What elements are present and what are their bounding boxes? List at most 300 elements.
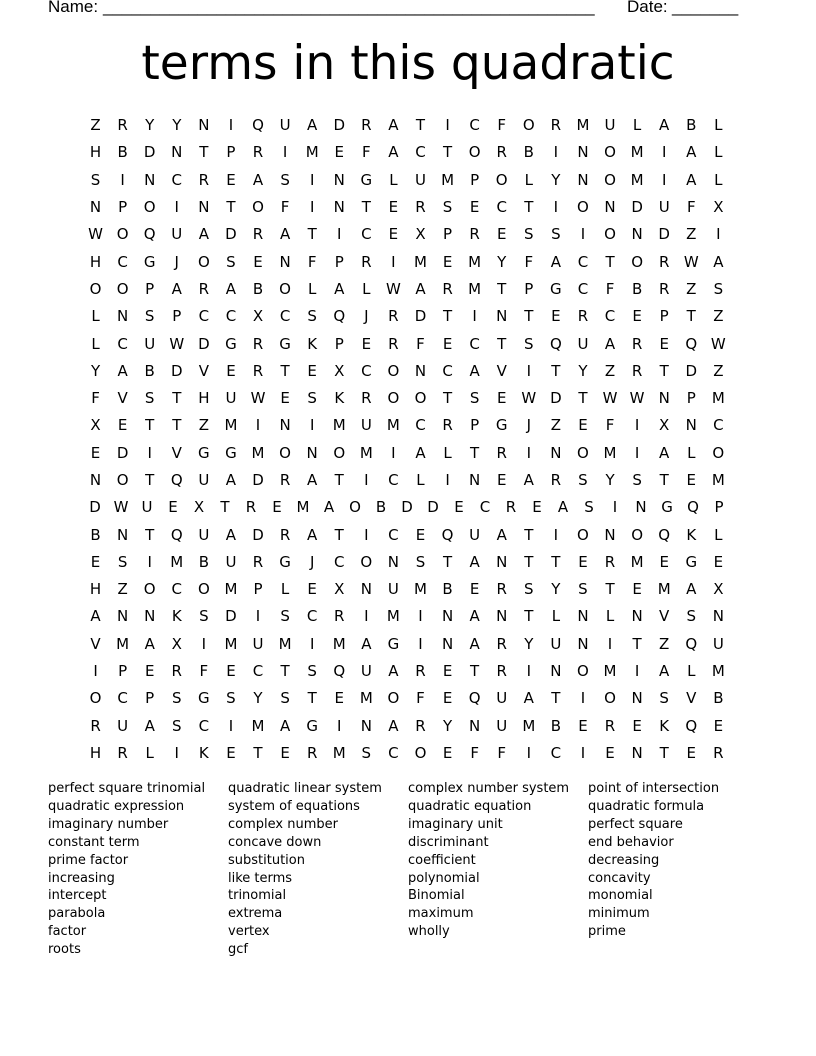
grid-letter: G — [550, 279, 562, 298]
grid-letter: D — [143, 143, 156, 162]
grid-letter: R — [198, 279, 210, 298]
grid-letter: F — [524, 252, 534, 271]
grid-letter: W — [169, 334, 185, 353]
word-item: monomial — [588, 888, 653, 904]
grid-letter: P — [524, 279, 534, 298]
grid-letter: A — [469, 361, 480, 380]
grid-letter: A — [496, 525, 507, 544]
grid-letter: A — [523, 471, 534, 489]
grid-letter: C — [388, 743, 399, 762]
grid-letter: U — [550, 634, 562, 653]
grid-letter: D — [550, 389, 562, 408]
grid-letter: S — [144, 307, 155, 326]
grid-letter: X — [90, 416, 101, 435]
grid-letter: U — [252, 634, 264, 653]
grid-letter: E — [280, 743, 290, 762]
grid-letter: G — [279, 552, 291, 571]
grid-letter: I — [526, 361, 531, 380]
grid-letter: Q — [170, 525, 183, 544]
grid-letter: I — [201, 634, 207, 653]
word-list — [48, 780, 788, 959]
grid-letter: W — [385, 279, 401, 298]
grid-letter: O — [143, 198, 156, 217]
word-item: concave down — [228, 834, 322, 850]
grid-letter: Y — [497, 252, 507, 271]
grid-letter: E — [632, 716, 642, 735]
word-item: factor — [48, 924, 87, 940]
grid-letter: E — [280, 389, 290, 408]
grid-letter: H — [89, 143, 102, 162]
grid-letter: T — [470, 662, 480, 681]
word-item: discriminant — [408, 834, 489, 850]
grid-letter: O — [252, 198, 264, 217]
grid-letter: T — [659, 361, 669, 380]
grid-letter: Q — [170, 471, 183, 489]
grid-row — [82, 440, 732, 467]
grid-letter: T — [524, 552, 534, 571]
grid-letter: R — [90, 716, 101, 735]
grid-letter: A — [225, 279, 237, 298]
grid-letter: I — [255, 607, 261, 626]
grid-letter: S — [280, 689, 290, 708]
grid-letter: A — [307, 116, 318, 135]
word-item: point of intersection — [588, 781, 720, 796]
grid-letter: M — [332, 634, 346, 653]
grid-row — [82, 576, 732, 603]
grid-letter: A — [225, 471, 237, 489]
grid-letter: A — [361, 634, 372, 653]
grid-letter: N — [89, 471, 102, 489]
grid-letter: Q — [685, 716, 698, 735]
grid-letter: Y — [145, 116, 155, 135]
grid-letter: T — [415, 116, 426, 135]
grid-letter: Y — [605, 471, 615, 489]
grid-letter: G — [495, 416, 508, 435]
grid-letter: J — [174, 252, 179, 271]
grid-letter: I — [612, 498, 618, 517]
letter-grid — [82, 112, 732, 767]
grid-letter: L — [145, 743, 154, 762]
word-item: parabola — [48, 906, 106, 922]
grid-letter: S — [632, 471, 642, 489]
grid-letter: T — [578, 389, 588, 408]
grid-letter: C — [361, 361, 372, 380]
grid-letter: I — [445, 116, 450, 135]
grid-letter: A — [252, 170, 264, 189]
word-item: constant term — [48, 834, 140, 850]
grid-letter: L — [551, 607, 561, 626]
grid-letter: V — [171, 443, 182, 462]
word-item: substitution — [228, 852, 305, 868]
grid-letter: R — [252, 225, 264, 244]
grid-letter: M — [359, 689, 373, 708]
grid-letter: M — [576, 116, 590, 135]
grid-letter: B — [90, 525, 101, 544]
grid-letter: P — [253, 580, 263, 599]
grid-letter: S — [524, 334, 534, 353]
grid-letter: P — [118, 662, 128, 681]
grid-letter: O — [604, 170, 616, 189]
word-item: perfect square trinomial — [48, 781, 206, 796]
grid-letter: T — [280, 361, 290, 380]
grid-letter: I — [607, 634, 613, 653]
grid-letter: C — [388, 471, 399, 489]
grid-letter: I — [526, 662, 531, 681]
grid-letter: E — [496, 389, 507, 408]
grid-letter: Y — [578, 361, 588, 380]
grid-letter: N — [631, 689, 643, 708]
grid-row — [82, 713, 732, 740]
grid-letter: S — [469, 389, 480, 408]
grid-letter: Y — [90, 361, 101, 380]
grid-row — [82, 412, 732, 439]
grid-letter: F — [199, 662, 209, 681]
grid-letter: G — [143, 252, 156, 271]
grid-letter: R — [361, 116, 372, 135]
grid-letter: S — [524, 225, 534, 244]
grid-letter: L — [524, 170, 533, 189]
grid-letter: E — [686, 743, 696, 762]
grid-letter: D — [414, 307, 427, 326]
grid-letter: A — [90, 607, 101, 626]
word-column — [408, 780, 588, 959]
grid-letter: C — [415, 143, 426, 162]
grid-row — [82, 631, 732, 658]
grid-letter: R — [334, 607, 345, 626]
grid-letter: R — [577, 307, 589, 326]
grid-letter: I — [228, 716, 234, 735]
grid-letter: T — [524, 525, 534, 544]
grid-letter: Y — [551, 170, 561, 189]
grid-letter: E — [713, 552, 724, 571]
grid-letter: A — [415, 443, 426, 462]
word-item: perfect square — [588, 816, 683, 832]
grid-letter: M — [305, 143, 319, 162]
grid-letter: M — [522, 716, 536, 735]
grid-letter: N — [333, 198, 345, 217]
grid-letter: I — [120, 170, 125, 189]
grid-letter: B — [713, 689, 724, 708]
grid-letter: R — [604, 716, 616, 735]
grid-letter: D — [685, 361, 698, 380]
grid-letter: I — [391, 443, 396, 462]
grid-letter: J — [526, 416, 531, 435]
grid-letter: K — [198, 743, 209, 762]
grid-letter: U — [712, 634, 724, 653]
grid-letter: E — [307, 580, 317, 599]
grid-row — [82, 330, 732, 357]
grid-letter: D — [116, 443, 129, 462]
grid-row — [82, 494, 732, 521]
grid-letter: H — [198, 389, 210, 408]
grid-letter: I — [580, 689, 586, 708]
grid-letter: M — [278, 634, 292, 653]
grid-letter: S — [551, 225, 561, 244]
grid-letter: V — [198, 361, 209, 380]
grid-letter: W — [602, 389, 618, 408]
grid-letter: R — [713, 743, 724, 762]
grid-letter: I — [526, 443, 531, 462]
grid-letter: E — [272, 498, 282, 517]
grid-letter: C — [604, 307, 616, 326]
grid-letter: N — [441, 634, 454, 653]
grid-letter: S — [713, 279, 724, 298]
grid-letter: T — [605, 252, 615, 271]
grid-letter: O — [89, 279, 102, 298]
grid-letter: K — [334, 389, 345, 408]
grid-letter: U — [171, 225, 183, 244]
grid-letter: E — [578, 416, 588, 435]
grid-letter: G — [387, 634, 400, 653]
grid-letter: M — [224, 416, 238, 435]
word-item: prime factor — [48, 852, 129, 868]
grid-letter: M — [414, 252, 427, 271]
word-item: imaginary number — [48, 816, 169, 832]
grid-letter: A — [686, 580, 697, 599]
grid-letter: T — [605, 580, 615, 599]
grid-letter: R — [252, 552, 264, 571]
grid-letter: E — [117, 416, 128, 435]
grid-letter: I — [174, 198, 179, 217]
grid-letter: O — [387, 361, 400, 380]
grid-letter: S — [442, 198, 453, 217]
grid-letter: Q — [687, 498, 699, 517]
grid-letter: N — [550, 443, 562, 462]
grid-letter: Q — [333, 662, 346, 681]
grid-letter: B — [252, 279, 264, 298]
grid-letter: X — [193, 498, 205, 517]
grid-letter: R — [505, 498, 517, 517]
grid-letter: S — [226, 689, 236, 708]
grid-letter: E — [144, 662, 155, 681]
grid-letter: U — [658, 198, 670, 217]
grid-letter: A — [323, 498, 335, 517]
grid-letter: M — [603, 662, 617, 681]
grid-letter: P — [118, 198, 128, 217]
grid-row — [82, 385, 732, 412]
grid-letter: Q — [252, 116, 264, 135]
grid-letter: T — [442, 307, 453, 326]
grid-letter: T — [307, 689, 317, 708]
grid-letter: E — [334, 689, 344, 708]
grid-letter: C — [171, 170, 183, 189]
grid-letter: S — [307, 389, 317, 408]
grid-letter: R — [496, 662, 507, 681]
grid-letter: F — [470, 743, 479, 762]
grid-letter: E — [226, 743, 236, 762]
grid-letter: C — [252, 662, 264, 681]
grid-letter: P — [334, 334, 344, 353]
grid-letter: A — [144, 716, 155, 735]
grid-letter: D — [658, 225, 670, 244]
grid-letter: O — [143, 580, 156, 599]
grid-letter: Q — [685, 634, 698, 653]
grid-letter: N — [496, 607, 508, 626]
grid-letter: G — [661, 498, 673, 517]
grid-letter: A — [117, 361, 128, 380]
grid-letter: R — [442, 416, 453, 435]
grid-letter: P — [659, 307, 669, 326]
grid-letter: U — [577, 334, 589, 353]
grid-letter: I — [716, 225, 721, 244]
grid-letter: N — [604, 198, 616, 217]
grid-letter: T — [524, 198, 534, 217]
grid-letter: N — [279, 416, 291, 435]
word-item: quadratic equation — [408, 798, 532, 814]
grid-letter: O — [631, 525, 643, 544]
grid-letter: S — [307, 307, 317, 326]
grid-letter: R — [442, 279, 453, 298]
grid-letter: E — [442, 689, 453, 708]
grid-letter: G — [198, 443, 210, 462]
grid-letter: O — [414, 743, 427, 762]
grid-letter: W — [521, 389, 537, 408]
grid-letter: R — [631, 361, 643, 380]
grid-letter: I — [364, 471, 369, 489]
grid-letter: U — [469, 525, 481, 544]
grid-letter: M — [251, 443, 265, 462]
grid-letter: E — [442, 743, 453, 762]
grid-letter: W — [113, 498, 129, 517]
grid-letter: F — [280, 198, 290, 217]
grid-letter: L — [280, 580, 290, 599]
grid-letter: L — [687, 443, 696, 462]
grid-row — [82, 549, 732, 576]
grid-letter: R — [388, 334, 399, 353]
grid-letter: O — [349, 498, 361, 517]
grid-letter: N — [306, 443, 318, 462]
grid-letter: V — [90, 634, 101, 653]
grid-letter: Z — [686, 279, 697, 298]
word-item: increasing — [48, 870, 115, 886]
grid-letter: I — [634, 443, 640, 462]
grid-letter: N — [496, 552, 508, 571]
grid-letter: G — [279, 334, 291, 353]
grid-letter: D — [252, 471, 264, 489]
grid-letter: C — [361, 225, 372, 244]
grid-letter: E — [578, 552, 588, 571]
grid-letter: L — [91, 334, 100, 353]
grid-letter: P — [145, 689, 155, 708]
grid-letter: U — [414, 170, 426, 189]
grid-letter: Q — [143, 225, 156, 244]
grid-letter: X — [171, 634, 182, 653]
grid-letter: B — [375, 498, 387, 517]
grid-letter: T — [253, 743, 263, 762]
grid-letter: R — [496, 634, 507, 653]
grid-letter: E — [90, 552, 101, 571]
grid-letter: J — [364, 307, 369, 326]
grid-letter: P — [443, 225, 453, 244]
grid-letter: T — [361, 198, 371, 217]
grid-letter: I — [228, 116, 234, 135]
grid-letter: I — [337, 716, 342, 735]
grid-letter: E — [226, 662, 236, 681]
grid-letter: O — [197, 252, 210, 271]
grid-letter: R — [415, 662, 426, 681]
grid-row — [82, 521, 732, 548]
grid-letter: E — [632, 580, 642, 599]
grid-letter: N — [171, 143, 183, 162]
grid-letter: N — [496, 307, 508, 326]
grid-letter: O — [522, 116, 535, 135]
grid-letter: N — [414, 361, 427, 380]
grid-letter: J — [309, 552, 315, 571]
grid-letter: M — [224, 634, 238, 653]
grid-letter: Z — [713, 361, 724, 380]
grid-letter: U — [141, 498, 153, 517]
grid-letter: L — [307, 279, 317, 298]
grid-letter: A — [144, 634, 155, 653]
grid-letter: S — [226, 252, 236, 271]
grid-letter: F — [416, 334, 425, 353]
grid-letter: I — [418, 607, 423, 626]
word-item: maximum — [408, 906, 474, 922]
grid-letter: W — [88, 225, 103, 244]
grid-letter: F — [307, 252, 317, 271]
grid-letter: O — [414, 389, 427, 408]
grid-letter: N — [469, 471, 481, 489]
grid-letter: R — [496, 580, 507, 599]
grid-letter: A — [307, 471, 318, 489]
grid-letter: D — [427, 498, 439, 517]
grid-letter: G — [225, 334, 237, 353]
word-item: end behavior — [588, 834, 674, 850]
grid-letter: O — [387, 689, 400, 708]
grid-letter: G — [360, 170, 373, 189]
grid-letter: C — [415, 416, 426, 435]
grid-letter: Z — [604, 361, 616, 380]
grid-letter: O — [712, 443, 725, 462]
grid-letter: O — [116, 225, 129, 244]
grid-letter: C — [117, 252, 128, 271]
grid-letter: F — [605, 416, 615, 435]
grid-letter: I — [634, 662, 640, 681]
grid-letter: E — [442, 334, 453, 353]
grid-letter: R — [388, 307, 399, 326]
grid-letter: F — [497, 743, 507, 762]
grid-letter: I — [309, 170, 315, 189]
grid-letter: N — [577, 634, 589, 653]
grid-letter: M — [251, 716, 265, 735]
grid-letter: U — [387, 580, 399, 599]
grid-letter: P — [172, 307, 182, 326]
grid-letter: E — [686, 471, 696, 489]
grid-letter: A — [307, 525, 318, 544]
grid-letter: E — [226, 361, 236, 380]
grid-letter: A — [659, 443, 670, 462]
grid-letter: I — [309, 634, 315, 653]
grid-letter: N — [387, 552, 400, 571]
grid-letter: A — [469, 634, 480, 653]
grid-letter: C — [117, 334, 128, 353]
grid-letter: I — [93, 662, 98, 681]
grid-letter: O — [89, 689, 102, 708]
grid-letter: N — [360, 580, 372, 599]
grid-letter: E — [578, 716, 588, 735]
word-item: Binomial — [408, 888, 465, 904]
grid-letter: T — [524, 607, 534, 626]
grid-letter: I — [553, 143, 559, 162]
grid-letter: N — [117, 525, 129, 544]
grid-letter: N — [658, 389, 670, 408]
grid-letter: I — [526, 743, 531, 762]
grid-letter: L — [714, 525, 723, 544]
grid-letter: E — [454, 498, 464, 517]
grid-row — [82, 194, 732, 221]
grid-letter: T — [470, 443, 480, 462]
grid-letter: O — [279, 279, 291, 298]
